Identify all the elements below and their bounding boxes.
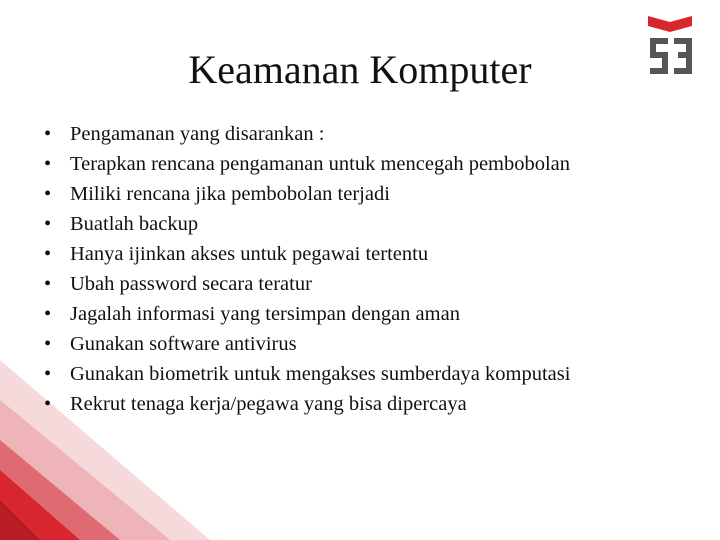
bullet-item: • Ubah password secara teratur xyxy=(70,274,690,295)
bullet-item: • Gunakan biometrik untuk mengakses sumberdaya komputasi xyxy=(70,364,690,385)
bullet-item: • Pengamanan yang disarankan : xyxy=(70,124,690,145)
bullet-list xyxy=(70,124,690,424)
slide-title: Keamanan Komputer xyxy=(188,47,532,92)
bullet-item: • Terapkan rencana pengamanan untuk mencegah pembobolan xyxy=(70,154,690,175)
bullet-item: • Jagalah informasi yang tersimpan dengan aman xyxy=(70,304,690,325)
bullet-item: • Buatlah backup xyxy=(70,214,690,235)
institution-logo-icon xyxy=(644,14,698,80)
bullet-item: • Hanya ijinkan akses untuk pegawai tertentu xyxy=(70,244,690,265)
bullet-item: • Rekrut tenaga kerja/pegawa yang bisa dipercaya xyxy=(70,394,690,415)
bullet-item: • Miliki rencana jika pembobolan terjadi xyxy=(70,184,690,205)
bullet-item: • Gunakan software antivirus xyxy=(70,334,690,355)
